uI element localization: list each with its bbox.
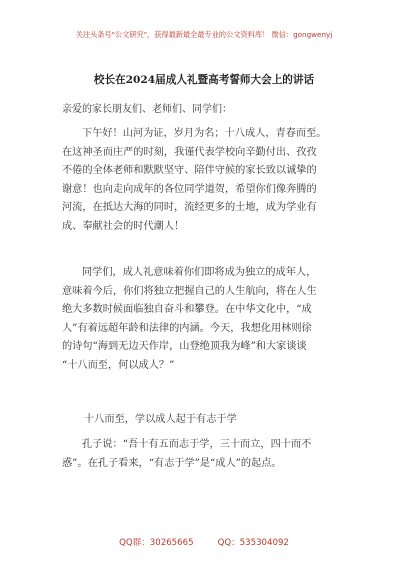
paragraph-line: 的诗句“海到无边天作岸，山登绝顶我为峰”和大家谈谈 [62,341,307,353]
paragraph-line: 惑”。在孔子看来，“有志于学”是“成人”的起点。 [62,457,282,469]
paragraph-3 [62,436,354,473]
footer-contact [0,536,408,548]
paragraph-line: 河流，在抵达大海的同时，流经更多的土地，成为学业有 [62,202,317,214]
promo-banner: 关注头条号"公文研究"，获得最新最全最专业的公文资料库！ 微信：gongwenyj [75,30,333,39]
section-heading: 十八而至，学以成人起于有志于学 [84,414,237,425]
paragraph-line: 孔子说：“吾十有五而志于学，三十而立，四十而不 [82,439,312,450]
paragraph-line: 人”有着远超年龄和法律的内涵。今天，我想化用林则徐 [62,322,312,334]
salutation: 亲爱的家长朋友们、老师们、同学们： [62,104,232,115]
paragraph-line: 成、奉献社会的时代潮人！ [62,220,185,232]
paragraph-line: 绝大多数时候面临独自奋斗和攀登。在中华文化中，“成 [62,304,312,316]
paragraph-line: 在这神圣而庄严的时刻，我谨代表学校向辛勤付出、孜孜 [62,146,317,158]
qq-contact-text: QQ：535304092 [217,538,289,548]
paragraph-line: 意味着今后，你们将独立把握自己的人生航向，将在人生 [62,285,317,297]
paragraph-line: 谢意！也向走向成年的各位同学道贺，希望你们像奔腾的 [62,183,317,195]
paragraph-line: “十八而至，何以成人？” [62,359,175,371]
document-title: 校长在2024届成人礼暨高考誓师大会上的讲话 [93,74,315,86]
paragraph-line: 同学们，成人礼意味着你们即将成为独立的成年人， [82,267,317,278]
paragraph-line: 不倦的全体老师和默默坚守、陪伴守候的家长致以诚挚的 [62,165,317,177]
paragraph-1 [62,125,354,237]
qq-group-text: QQ群：30265665 [119,538,194,548]
paragraph-line: 下午好！山河为证，岁月为名；十八成人，青春而至。 [82,128,327,139]
paragraph-2 [62,264,354,376]
